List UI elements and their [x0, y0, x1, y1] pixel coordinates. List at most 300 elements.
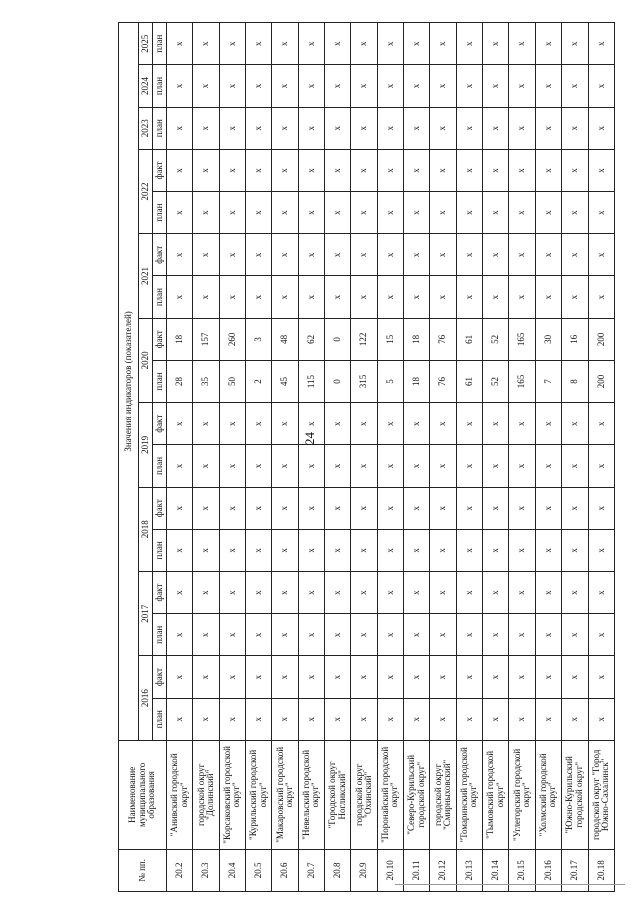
value-cell: x: [535, 23, 561, 65]
value-cell: 115: [298, 360, 324, 402]
value-cell: x: [246, 65, 272, 107]
value-cell: x: [272, 192, 298, 234]
row-number: 20.5: [246, 849, 272, 891]
value-cell: x: [193, 529, 219, 571]
value-cell: x: [509, 445, 535, 487]
header-plan: план: [153, 698, 167, 740]
value-cell: x: [246, 572, 272, 614]
value-cell: x: [167, 403, 193, 445]
value-cell: x: [456, 698, 482, 740]
value-cell: x: [351, 192, 377, 234]
value-cell: x: [246, 192, 272, 234]
value-cell: x: [509, 698, 535, 740]
value-cell: x: [430, 23, 456, 65]
table-row: [483, 23, 509, 892]
row-number: 20.16: [535, 849, 561, 891]
value-cell: 200: [588, 318, 615, 360]
value-cell: x: [377, 698, 403, 740]
value-cell: x: [272, 403, 298, 445]
header-plan: план: [153, 445, 167, 487]
value-cell: x: [167, 614, 193, 656]
value-cell: 50: [219, 360, 245, 402]
value-cell: 76: [430, 360, 456, 402]
value-cell: x: [404, 65, 430, 107]
value-cell: x: [535, 149, 561, 191]
value-cell: x: [588, 445, 615, 487]
row-number: 20.2: [167, 849, 193, 891]
municipality-name: "Томаринский городской округ": [456, 740, 482, 849]
value-cell: x: [588, 234, 615, 276]
value-cell: x: [456, 234, 482, 276]
header-name: Наименование муниципального образования: [119, 740, 167, 849]
value-cell: x: [325, 23, 351, 65]
table-row: [219, 23, 245, 892]
value-cell: x: [456, 23, 482, 65]
value-cell: x: [562, 698, 588, 740]
value-cell: x: [219, 23, 245, 65]
value-cell: 15: [377, 318, 403, 360]
value-cell: x: [298, 529, 324, 571]
header-plan: план: [153, 192, 167, 234]
municipality-name: городской округ "Охинский": [351, 740, 377, 849]
value-cell: x: [167, 23, 193, 65]
table-row: [193, 23, 219, 892]
header-fact: факт: [153, 656, 167, 698]
table-row: [351, 23, 377, 892]
value-cell: x: [562, 614, 588, 656]
value-cell: x: [167, 107, 193, 149]
value-cell: x: [325, 65, 351, 107]
value-cell: x: [219, 445, 245, 487]
value-cell: x: [562, 149, 588, 191]
value-cell: 52: [483, 318, 509, 360]
value-cell: 62: [298, 318, 324, 360]
value-cell: x: [272, 445, 298, 487]
value-cell: x: [588, 276, 615, 318]
value-cell: x: [246, 23, 272, 65]
value-cell: x: [193, 23, 219, 65]
value-cell: x: [272, 65, 298, 107]
value-cell: x: [272, 698, 298, 740]
value-cell: x: [535, 234, 561, 276]
value-cell: x: [298, 698, 324, 740]
value-cell: x: [588, 656, 615, 698]
table-row: [456, 23, 482, 892]
value-cell: x: [377, 445, 403, 487]
value-cell: x: [588, 403, 615, 445]
value-cell: x: [562, 403, 588, 445]
row-number: 20.14: [483, 849, 509, 891]
header-plan: план: [153, 529, 167, 571]
value-cell: x: [219, 487, 245, 529]
value-cell: x: [456, 656, 482, 698]
value-cell: x: [535, 107, 561, 149]
municipality-name: городской округ "Город Южно-Сахалинск": [588, 740, 615, 849]
municipality-name: "Холмский городской округ": [535, 740, 561, 849]
value-cell: x: [193, 107, 219, 149]
value-cell: x: [298, 403, 324, 445]
value-cell: x: [298, 614, 324, 656]
value-cell: x: [219, 403, 245, 445]
value-cell: x: [377, 529, 403, 571]
table-row: [272, 23, 298, 892]
value-cell: x: [588, 149, 615, 191]
value-cell: x: [430, 529, 456, 571]
value-cell: x: [430, 403, 456, 445]
value-cell: x: [193, 65, 219, 107]
header-plan: план: [153, 23, 167, 65]
value-cell: x: [430, 572, 456, 614]
value-cell: 18: [404, 318, 430, 360]
value-cell: x: [535, 192, 561, 234]
value-cell: x: [167, 234, 193, 276]
value-cell: x: [351, 107, 377, 149]
value-cell: x: [246, 656, 272, 698]
value-cell: x: [351, 403, 377, 445]
value-cell: x: [588, 23, 615, 65]
table-row: [404, 23, 430, 892]
value-cell: x: [509, 403, 535, 445]
value-cell: x: [377, 192, 403, 234]
municipality-name: "Южно-Курильский городской округ": [562, 740, 588, 849]
value-cell: x: [351, 698, 377, 740]
value-cell: x: [193, 192, 219, 234]
value-cell: x: [588, 614, 615, 656]
table-row: [298, 23, 324, 892]
value-cell: x: [404, 234, 430, 276]
value-cell: x: [588, 529, 615, 571]
value-cell: x: [193, 698, 219, 740]
value-cell: x: [535, 445, 561, 487]
value-cell: x: [246, 234, 272, 276]
value-cell: x: [272, 149, 298, 191]
value-cell: x: [535, 403, 561, 445]
value-cell: x: [219, 234, 245, 276]
value-cell: x: [404, 614, 430, 656]
value-cell: x: [351, 276, 377, 318]
value-cell: x: [404, 192, 430, 234]
value-cell: x: [325, 192, 351, 234]
value-cell: 315: [351, 360, 377, 402]
value-cell: x: [562, 23, 588, 65]
municipality-name: "Северо-Курильский городской округ": [404, 740, 430, 849]
header-year-2018: 2018: [139, 487, 153, 571]
value-cell: x: [588, 487, 615, 529]
value-cell: x: [509, 487, 535, 529]
value-cell: x: [167, 529, 193, 571]
table-row: [562, 23, 588, 892]
municipality-name: "Городской округ Ногликский": [325, 740, 351, 849]
table-row: [588, 23, 615, 892]
value-cell: 45: [272, 360, 298, 402]
value-cell: x: [404, 149, 430, 191]
value-cell: x: [246, 698, 272, 740]
indicators-table: [118, 22, 615, 892]
value-cell: x: [430, 487, 456, 529]
value-cell: x: [483, 487, 509, 529]
value-cell: x: [193, 234, 219, 276]
value-cell: x: [483, 445, 509, 487]
header-year-2016: 2016: [139, 656, 153, 740]
value-cell: x: [483, 698, 509, 740]
value-cell: x: [509, 234, 535, 276]
value-cell: 0: [325, 360, 351, 402]
header-fact: факт: [153, 318, 167, 360]
value-cell: x: [193, 403, 219, 445]
value-cell: x: [404, 529, 430, 571]
value-cell: x: [272, 614, 298, 656]
value-cell: x: [298, 65, 324, 107]
value-cell: x: [483, 656, 509, 698]
header-fact: факт: [153, 403, 167, 445]
value-cell: x: [351, 23, 377, 65]
municipality-name: "Углегорский городской округ": [509, 740, 535, 849]
table-header: [119, 23, 167, 892]
value-cell: x: [377, 107, 403, 149]
value-cell: x: [430, 614, 456, 656]
value-cell: x: [588, 65, 615, 107]
value-cell: x: [562, 656, 588, 698]
value-cell: x: [298, 192, 324, 234]
value-cell: x: [535, 614, 561, 656]
municipality-name: городской округ "Смирныховский": [430, 740, 456, 849]
value-cell: x: [167, 698, 193, 740]
value-cell: x: [167, 445, 193, 487]
value-cell: x: [430, 65, 456, 107]
value-cell: x: [351, 614, 377, 656]
value-cell: x: [456, 572, 482, 614]
value-cell: x: [325, 487, 351, 529]
value-cell: x: [246, 276, 272, 318]
value-cell: 157: [193, 318, 219, 360]
value-cell: x: [193, 276, 219, 318]
value-cell: x: [588, 192, 615, 234]
header-year-2017: 2017: [139, 572, 153, 656]
value-cell: x: [430, 107, 456, 149]
value-cell: 3: [246, 318, 272, 360]
value-cell: 16: [562, 318, 588, 360]
value-cell: x: [246, 149, 272, 191]
value-cell: x: [219, 698, 245, 740]
value-cell: x: [588, 698, 615, 740]
value-cell: x: [377, 614, 403, 656]
value-cell: x: [456, 149, 482, 191]
municipality-name: "Корсаковский городской округ": [219, 740, 245, 849]
value-cell: x: [404, 403, 430, 445]
value-cell: x: [404, 656, 430, 698]
value-cell: x: [404, 572, 430, 614]
value-cell: x: [483, 149, 509, 191]
value-cell: x: [509, 23, 535, 65]
value-cell: x: [272, 572, 298, 614]
value-cell: x: [325, 529, 351, 571]
value-cell: x: [483, 276, 509, 318]
value-cell: x: [562, 65, 588, 107]
value-cell: x: [588, 107, 615, 149]
value-cell: x: [377, 276, 403, 318]
value-cell: 165: [509, 318, 535, 360]
value-cell: x: [298, 234, 324, 276]
value-cell: x: [272, 23, 298, 65]
value-cell: x: [483, 23, 509, 65]
value-cell: x: [562, 192, 588, 234]
value-cell: x: [325, 234, 351, 276]
value-cell: x: [219, 107, 245, 149]
value-cell: x: [351, 656, 377, 698]
value-cell: x: [193, 445, 219, 487]
value-cell: x: [325, 149, 351, 191]
value-cell: 8: [562, 360, 588, 402]
value-cell: x: [430, 656, 456, 698]
value-cell: x: [298, 23, 324, 65]
value-cell: x: [246, 529, 272, 571]
value-cell: x: [404, 23, 430, 65]
value-cell: x: [483, 614, 509, 656]
value-cell: x: [430, 445, 456, 487]
value-cell: x: [246, 403, 272, 445]
municipality-name: "Тымовский городской округ": [483, 740, 509, 849]
value-cell: 76: [430, 318, 456, 360]
value-cell: x: [483, 572, 509, 614]
municipality-name: "Поронайский городской округ": [377, 740, 403, 849]
value-cell: x: [509, 192, 535, 234]
row-number: 20.9: [351, 849, 377, 891]
value-cell: x: [483, 107, 509, 149]
row-number: 20.7: [298, 849, 324, 891]
value-cell: x: [483, 192, 509, 234]
municipality-name: "Макаровский городской округ": [272, 740, 298, 849]
value-cell: 28: [167, 360, 193, 402]
value-cell: x: [509, 65, 535, 107]
municipality-name: "Курильский городской округ": [246, 740, 272, 849]
value-cell: x: [246, 445, 272, 487]
value-cell: x: [325, 698, 351, 740]
value-cell: x: [351, 487, 377, 529]
value-cell: x: [193, 656, 219, 698]
value-cell: 2: [246, 360, 272, 402]
value-cell: x: [456, 529, 482, 571]
value-cell: 48: [272, 318, 298, 360]
value-cell: x: [272, 656, 298, 698]
value-cell: x: [509, 614, 535, 656]
value-cell: x: [219, 192, 245, 234]
value-cell: x: [562, 445, 588, 487]
value-cell: 35: [193, 360, 219, 402]
value-cell: x: [456, 403, 482, 445]
value-cell: x: [167, 149, 193, 191]
page-number: 24: [302, 432, 317, 445]
value-cell: 61: [456, 360, 482, 402]
value-cell: x: [430, 698, 456, 740]
value-cell: x: [509, 529, 535, 571]
value-cell: x: [456, 107, 482, 149]
table-row: [535, 23, 561, 892]
value-cell: x: [588, 572, 615, 614]
header-year-2024: 2024: [139, 65, 153, 107]
value-cell: x: [219, 276, 245, 318]
header-year-2021: 2021: [139, 234, 153, 318]
value-cell: x: [377, 572, 403, 614]
header-fact: факт: [153, 572, 167, 614]
value-cell: x: [377, 403, 403, 445]
value-cell: x: [456, 445, 482, 487]
value-cell: x: [193, 149, 219, 191]
scan-artifact-line: [395, 884, 625, 885]
table-body: [167, 23, 615, 892]
row-number: 20.15: [509, 849, 535, 891]
row-number: 20.11: [404, 849, 430, 891]
value-cell: x: [562, 276, 588, 318]
value-cell: x: [351, 149, 377, 191]
value-cell: x: [167, 192, 193, 234]
value-cell: x: [404, 107, 430, 149]
value-cell: x: [562, 487, 588, 529]
value-cell: x: [298, 656, 324, 698]
value-cell: x: [325, 403, 351, 445]
row-number: 20.18: [588, 849, 615, 891]
row-number: 20.10: [377, 849, 403, 891]
value-cell: 0: [325, 318, 351, 360]
header-plan: план: [153, 360, 167, 402]
value-cell: x: [193, 487, 219, 529]
value-cell: x: [535, 529, 561, 571]
value-cell: 52: [483, 360, 509, 402]
value-cell: x: [272, 276, 298, 318]
header-year-2023: 2023: [139, 107, 153, 149]
value-cell: x: [535, 65, 561, 107]
value-cell: x: [404, 487, 430, 529]
value-cell: x: [167, 65, 193, 107]
value-cell: 260: [219, 318, 245, 360]
value-cell: 165: [509, 360, 535, 402]
value-cell: x: [404, 445, 430, 487]
header-plan: план: [153, 107, 167, 149]
value-cell: 18: [167, 318, 193, 360]
value-cell: x: [193, 572, 219, 614]
row-number: 20.17: [562, 849, 588, 891]
value-cell: x: [298, 445, 324, 487]
value-cell: x: [325, 445, 351, 487]
value-cell: x: [272, 529, 298, 571]
header-fact: факт: [153, 487, 167, 529]
value-cell: x: [246, 107, 272, 149]
value-cell: x: [325, 276, 351, 318]
value-cell: x: [167, 656, 193, 698]
value-cell: x: [298, 572, 324, 614]
value-cell: x: [535, 276, 561, 318]
value-cell: x: [535, 698, 561, 740]
header-num: № пп.: [119, 849, 167, 891]
table-row: [430, 23, 456, 892]
value-cell: x: [219, 614, 245, 656]
table-row: [246, 23, 272, 892]
value-cell: x: [351, 234, 377, 276]
value-cell: x: [377, 149, 403, 191]
value-cell: x: [430, 192, 456, 234]
value-cell: x: [562, 572, 588, 614]
value-cell: x: [272, 234, 298, 276]
value-cell: x: [509, 656, 535, 698]
value-cell: x: [167, 572, 193, 614]
value-cell: x: [351, 572, 377, 614]
value-cell: x: [456, 614, 482, 656]
value-cell: 200: [588, 360, 615, 402]
table-row: [377, 23, 403, 892]
value-cell: x: [483, 234, 509, 276]
value-cell: x: [483, 403, 509, 445]
row-number: 20.3: [193, 849, 219, 891]
value-cell: x: [562, 234, 588, 276]
